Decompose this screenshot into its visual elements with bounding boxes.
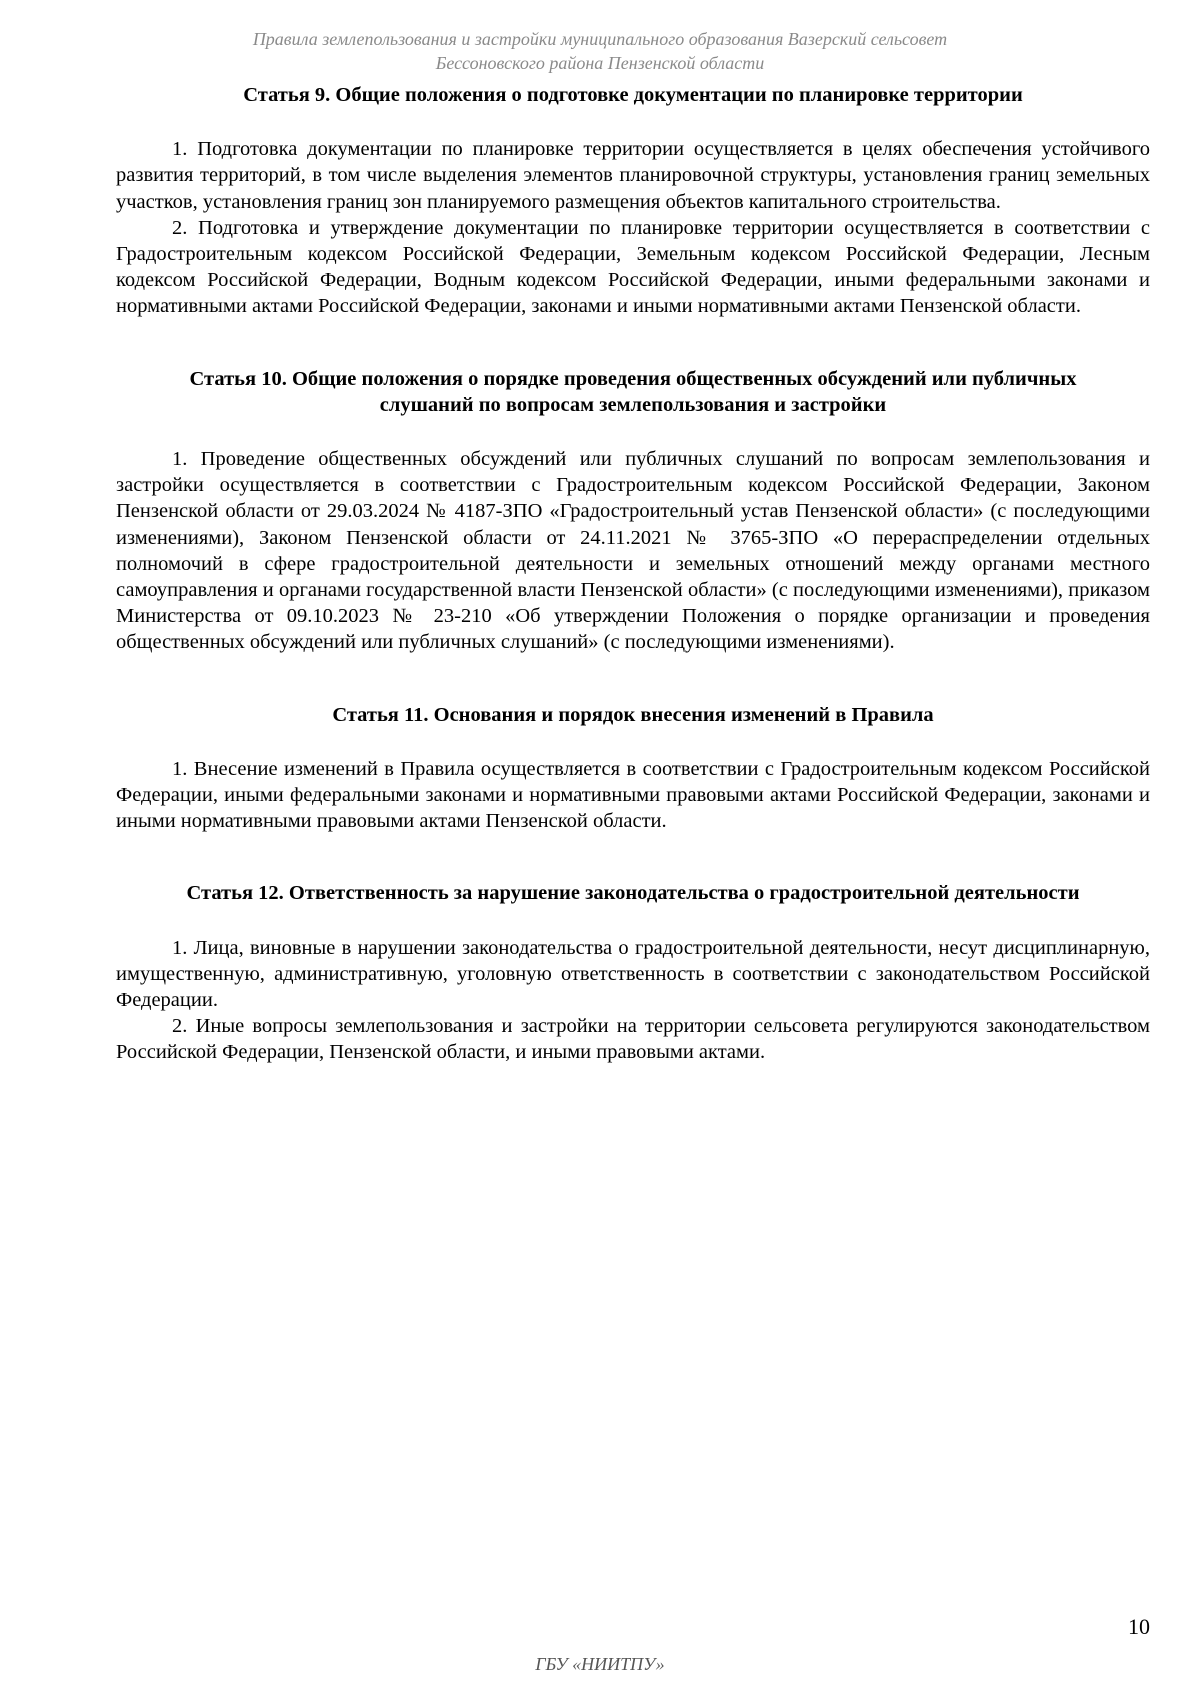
- running-header: [0, 27, 1200, 75]
- page-number: 10: [1128, 1614, 1150, 1639]
- running-header-line-2: Бессоновского района Пензенской области: [435, 53, 765, 73]
- article-title: Статья 12. Ответственность за нарушение законодательства о градостроительной деятельности: [186, 882, 1080, 905]
- article-paragraph: 2. Подготовка и утверждение документации по планировке территории осуществляется в соответствии с Градостроительным кодексом Российской Федерации, Земельным кодексом Российской Федерации, Лесным кодексом Российской Федерации, Водным кодексом Российской Федерации, иными федеральными законами и нормативными актами Российской Федерации, законами и иными нормативными актами Пензенской области.: [116, 216, 1150, 318]
- running-header-line-1: Правила землепользования и застройки муниципального образования Вазерский сельсовет: [252, 29, 948, 49]
- article-title: Статья 9. Общие положения о подготовке документации по планировке территории: [243, 84, 1023, 106]
- article-paragraph: 1. Внесение изменений в Правила осуществляется в соответствии с Градостроительным кодексом Российской Федерации, иными федеральными законами и нормативными правовыми актами Российской Федерации, законами и иными нормативными правовыми актами Пензенской области.: [116, 757, 1150, 833]
- running-footer: ГБУ «НИИТПУ»: [535, 1654, 665, 1674]
- article-paragraph: 2. Иные вопросы землепользования и застройки на территории сельсовета регулируются законодательством Российской Федерации, Пензенской области, и иными правовыми актами.: [116, 1015, 1150, 1064]
- article-paragraph: 1. Лица, виновные в нарушении законодательства о градостроительной деятельности, несут дисциплинарную, имущественную, административную, уголовную ответственность в соответствии с законодательством Российской Федерации.: [116, 936, 1150, 1012]
- article-title: Статья 11. Основания и порядок внесения изменений в Правила: [332, 703, 934, 726]
- article-9: [116, 82, 1150, 320]
- document-body: [116, 82, 1150, 1066]
- article-10: [116, 366, 1150, 656]
- article-12: [116, 880, 1150, 1065]
- article-paragraph: 1. Проведение общественных обсуждений или публичных слушаний по вопросам землепользования и застройки осуществляется в соответствии с Градостроительным кодексом Российской Федерации, Законом Пензенской области от 29.03.2024 № 4187-ЗПО «Градостроительный устав Пензенской области» (с последующими изменениями), Законом Пензенской области от 24.11.2021 № 3765-ЗПО «О перераспределении отдельных полномочий в сфере градостроительной деятельности и земельных отношений между органами местного самоуправления и органами государственной власти Пензенской области» (с последующими изменениями), приказом Министерства от 09.10.2023 № 23-210 «Об утверждении Положения о порядке организации и проведения общественных обсуждений или публичных слушаний» (с последующими изменениями).: [116, 448, 1150, 654]
- article-paragraph: 1. Подготовка документации по планировке территории осуществляется в целях обеспечения устойчивого развития территорий, в том числе выделения элементов планировочной структуры, установления границ земельных участков, установления границ зон планируемого размещения объектов капитального строительства.: [116, 138, 1150, 213]
- article-title: Статья 10. Общие положения о порядке проведения общественных обсуждений или публичных слушаний по вопросам землепользования и застройки: [189, 367, 1077, 416]
- article-11: [116, 702, 1150, 835]
